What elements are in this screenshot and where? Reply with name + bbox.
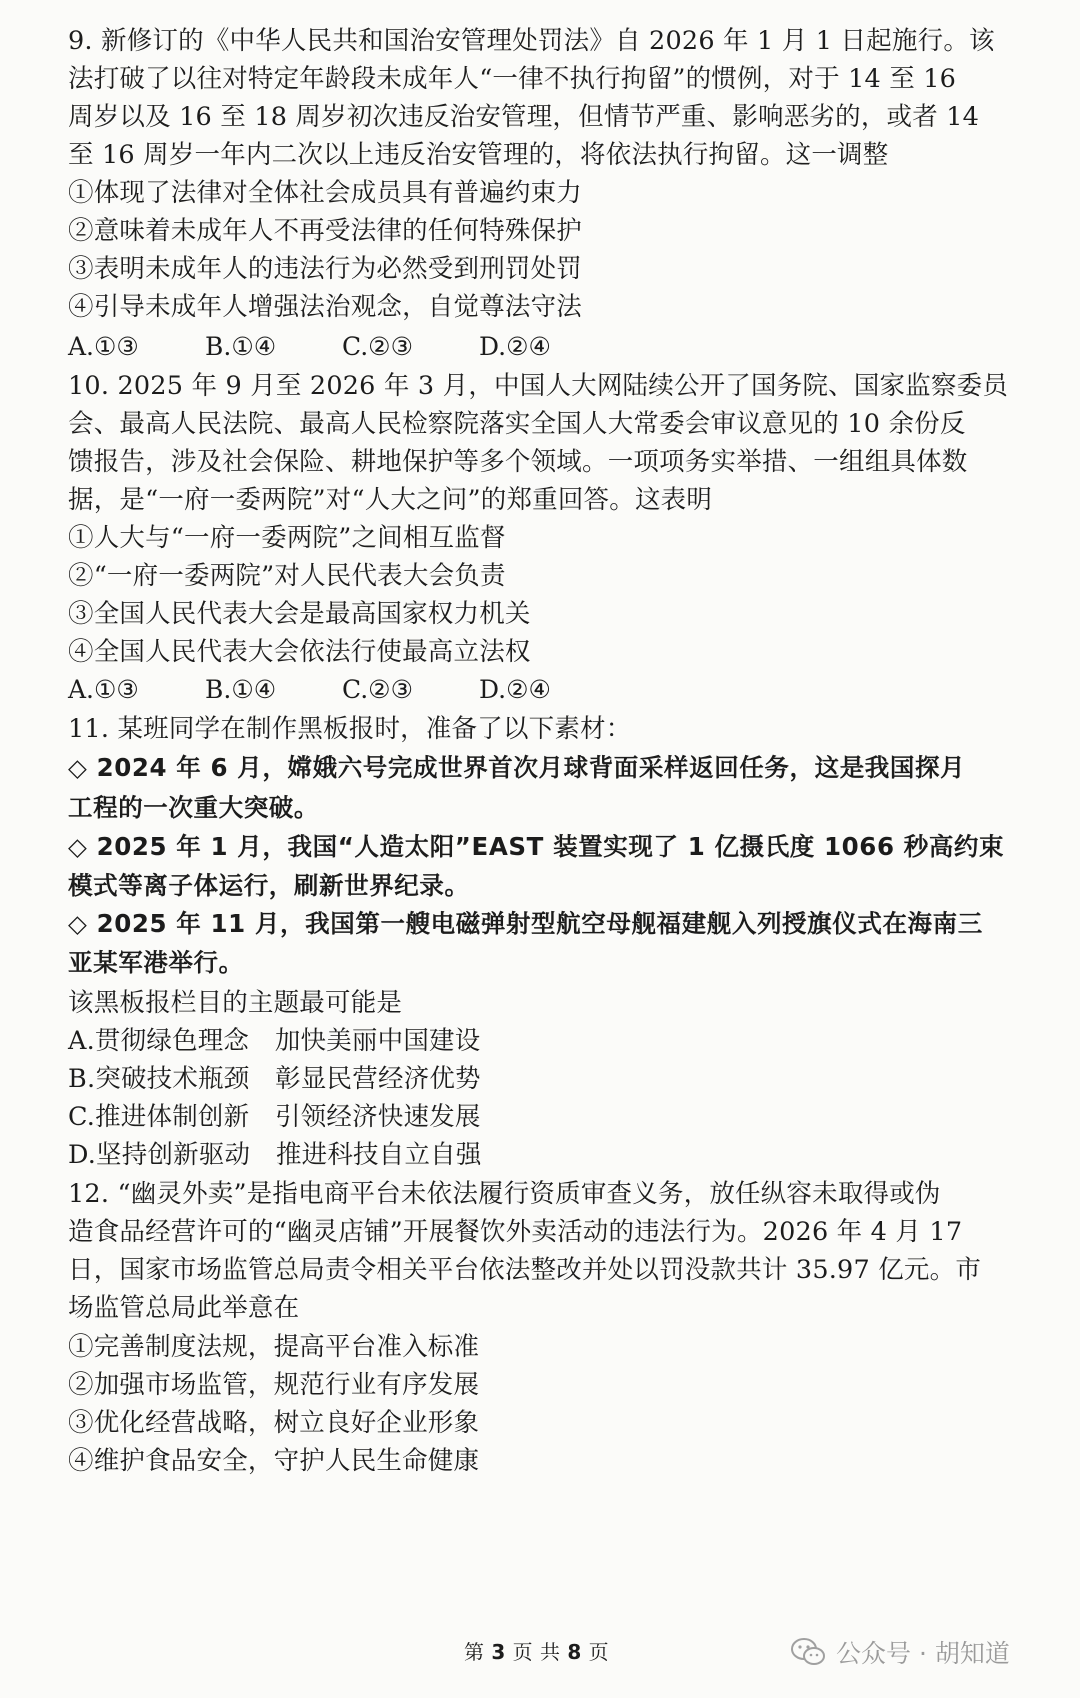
q12-statement: ②加强市场监管，规范行业有序发展 bbox=[68, 1370, 480, 1400]
q10-option-b: B.①④ bbox=[205, 675, 277, 704]
q12-statement: ①完善制度法规，提高平台准入标准 bbox=[68, 1332, 480, 1362]
q10-options bbox=[68, 673, 616, 707]
q9-statement: ④引导未成年人增强法治观念，自觉尊法守法 bbox=[68, 292, 583, 322]
current-page: 3 bbox=[491, 1640, 506, 1664]
q11-material: ◇ 2024 年 6 月，嫦娥六号完成世界首次月球背面采样返回任务，这是我国探月 bbox=[68, 753, 966, 782]
q9-options bbox=[68, 330, 616, 364]
q11-option-c: C.推进体制创新 引领经济快速发展 bbox=[68, 1102, 481, 1132]
q10-statement: ③全国人民代表大会是最高国家权力机关 bbox=[68, 599, 531, 629]
q9-line: 至 16 周岁一年内二次以上违反治安管理的，将依法执行拘留。这一调整 bbox=[68, 140, 889, 170]
q9-line: 法打破了以往对特定年龄段未成年人“一律不执行拘留”的惯例，对于 14 至 16 bbox=[68, 64, 957, 94]
watermark-text: 公众号 · 胡知道 bbox=[836, 1639, 1010, 1668]
wechat-icon bbox=[790, 1637, 826, 1667]
q9-option-a: A.①③ bbox=[68, 332, 139, 361]
q11-material: 模式等离子体运行，刷新世界纪录。 bbox=[68, 871, 470, 900]
q9-option-b: B.①④ bbox=[205, 332, 277, 361]
q10-option-a: A.①③ bbox=[68, 675, 139, 704]
q11-material: ◇ 2025 年 11 月，我国第一艘电磁弹射型航空母舰福建舰入列授旗仪式在海南三 bbox=[68, 909, 983, 938]
q10-line: 10. 2025 年 9 月至 2026 年 3 月，中国人大网陆续公开了国务院、国家监察委员 bbox=[68, 371, 1009, 401]
q11-question: 该黑板报栏目的主题最可能是 bbox=[68, 988, 403, 1018]
page-number-middle: 页 共 bbox=[512, 1640, 561, 1664]
q11-intro: 11. 某班同学在制作黑板报时，准备了以下素材： bbox=[68, 714, 632, 744]
q9-statement: ①体现了法律对全体社会成员具有普遍约束力 bbox=[68, 178, 583, 208]
page-number-suffix: 页 bbox=[588, 1640, 610, 1664]
q9-line: 9. 新修订的《中华人民共和国治安管理处罚法》自 2026 年 1 月 1 日起施行。该 bbox=[68, 26, 995, 56]
q10-option-c: C.②③ bbox=[342, 675, 414, 704]
q11-option-a: A.贯彻绿色理念 加快美丽中国建设 bbox=[68, 1026, 481, 1056]
q10-statement: ②“一府一委两院”对人民代表大会负责 bbox=[68, 561, 506, 591]
q10-statement: ④全国人民代表大会依法行使最高立法权 bbox=[68, 637, 531, 667]
q12-statement: ③优化经营战略，树立良好企业形象 bbox=[68, 1408, 480, 1438]
q11-option-b: B.突破技术瓶颈 彰显民营经济优势 bbox=[68, 1064, 481, 1094]
page-number bbox=[464, 1638, 609, 1666]
q12-line: 场监管总局此举意在 bbox=[68, 1293, 300, 1323]
q10-line: 据，是“一府一委两院”对“人大之问”的郑重回答。这表明 bbox=[68, 485, 713, 515]
q10-line: 会、最高人民法院、最高人民检察院落实全国人大常委会审议意见的 10 余份反 bbox=[68, 409, 966, 439]
q12-statement: ④维护食品安全，守护人民生命健康 bbox=[68, 1446, 480, 1476]
total-pages: 8 bbox=[567, 1640, 582, 1664]
q11-material: 工程的一次重大突破。 bbox=[68, 793, 319, 822]
q9-statement: ③表明未成年人的违法行为必然受到刑罚处罚 bbox=[68, 254, 583, 284]
q10-statement: ①人大与“一府一委两院”之间相互监督 bbox=[68, 523, 506, 553]
q12-line: 造食品经营许可的“幽灵店铺”开展餐饮外卖活动的违法行为。2026 年 4 月 17 bbox=[68, 1217, 963, 1247]
q10-option-d: D.②④ bbox=[479, 675, 551, 704]
page-number-prefix: 第 bbox=[464, 1640, 485, 1664]
q9-option-c: C.②③ bbox=[342, 332, 414, 361]
q11-material: ◇ 2025 年 1 月，我国“人造太阳”EAST 装置实现了 1 亿摄氏度 1066 秒高约束 bbox=[68, 832, 1005, 861]
q10-line: 馈报告，涉及社会保险、耕地保护等多个领域。一项项务实举措、一组组具体数 bbox=[68, 447, 968, 477]
q9-line: 周岁以及 16 至 18 周岁初次违反治安管理，但情节严重、影响恶劣的，或者 14 bbox=[68, 102, 980, 132]
q11-option-d: D.坚持创新驱动 推进科技自立自强 bbox=[68, 1140, 482, 1170]
q12-line: 日，国家市场监管总局责令相关平台依法整改并处以罚没款共计 35.97 亿元。市 bbox=[68, 1255, 982, 1285]
q9-statement: ②意味着未成年人不再受法律的任何特殊保护 bbox=[68, 216, 583, 246]
watermark bbox=[790, 1630, 1010, 1674]
q9-option-d: D.②④ bbox=[479, 332, 551, 361]
q12-line: 12. “幽灵外卖”是指电商平台未依法履行资质审查义务，放任纵容未取得或伪 bbox=[68, 1179, 941, 1209]
q11-material: 亚某军港举行。 bbox=[68, 948, 244, 977]
